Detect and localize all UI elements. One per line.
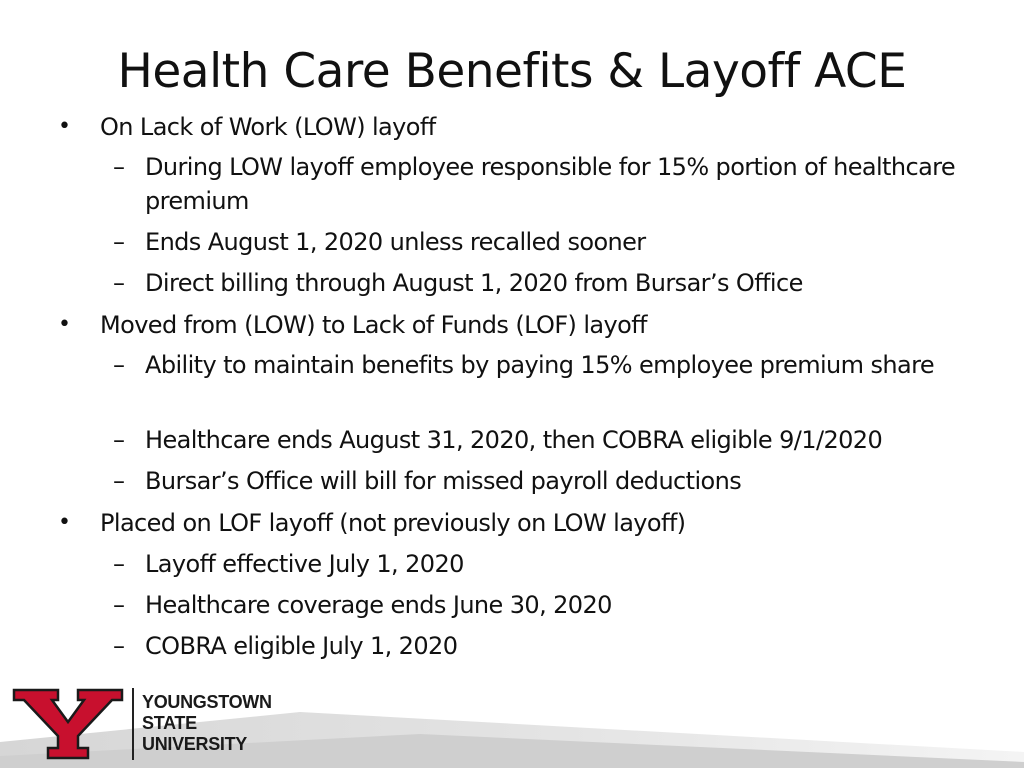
logo-line-1: YOUNGSTOWN — [142, 692, 272, 712]
dash-icon: – — [113, 550, 125, 578]
bullet-text: On Lack of Work (LOW) layoff — [100, 113, 436, 141]
sub-bullet-item — [113, 266, 975, 300]
bullet-icon: • — [58, 114, 71, 139]
sub-bullet-item — [113, 225, 975, 259]
bullet-text: Moved from (LOW) to Lack of Funds (LOF) layoff — [100, 311, 647, 339]
sub-bullet-item — [113, 588, 975, 622]
sub-bullet-text: During LOW layoff employee responsible for 15% portion of healthcare premium — [145, 153, 956, 215]
dash-icon: – — [113, 269, 125, 297]
sub-bullet-text: Bursar’s Office will bill for missed payroll deductions — [145, 467, 742, 495]
sub-bullet-text: COBRA eligible July 1, 2020 — [145, 632, 458, 660]
sub-bullet-text: Layoff effective July 1, 2020 — [145, 550, 464, 578]
sub-bullet-text: Healthcare coverage ends June 30, 2020 — [145, 591, 612, 619]
bullet-item — [58, 506, 686, 540]
dash-icon: – — [113, 426, 125, 454]
sub-bullet-text: Healthcare ends August 31, 2020, then COBRA eligible 9/1/2020 — [145, 426, 883, 454]
slide-title: Health Care Benefits & Layoff ACE — [117, 44, 907, 99]
bullet-icon: • — [58, 312, 71, 337]
dash-icon: – — [113, 153, 125, 181]
bullet-item — [58, 308, 647, 342]
logo-line-3: UNIVERSITY — [142, 734, 248, 754]
sub-bullet-item — [113, 348, 975, 382]
sub-bullet-item — [113, 547, 975, 581]
sub-bullet-item — [113, 464, 975, 498]
dash-icon: – — [113, 632, 125, 660]
bullet-text: Placed on LOF layoff (not previously on LOW layoff) — [100, 509, 686, 537]
sub-bullet-text: Direct billing through August 1, 2020 from Bursar’s Office — [145, 269, 803, 297]
university-logo — [12, 688, 282, 760]
dash-icon: – — [113, 351, 125, 379]
dash-icon: – — [113, 467, 125, 495]
bullet-item — [58, 110, 436, 144]
dash-icon: – — [113, 591, 125, 619]
sub-bullet-item — [113, 423, 975, 457]
logo-line-2: STATE — [142, 713, 197, 733]
logo-wordmark — [142, 692, 272, 755]
sub-bullet-item — [113, 150, 975, 218]
bullet-icon: • — [58, 510, 71, 535]
logo-divider — [132, 688, 134, 760]
y-logo-icon — [12, 688, 124, 760]
sub-bullet-text: Ends August 1, 2020 unless recalled sooner — [145, 228, 646, 256]
sub-bullet-item — [113, 629, 975, 663]
sub-bullet-text: Ability to maintain benefits by paying 15% employee premium share — [145, 351, 935, 379]
dash-icon: – — [113, 228, 125, 256]
